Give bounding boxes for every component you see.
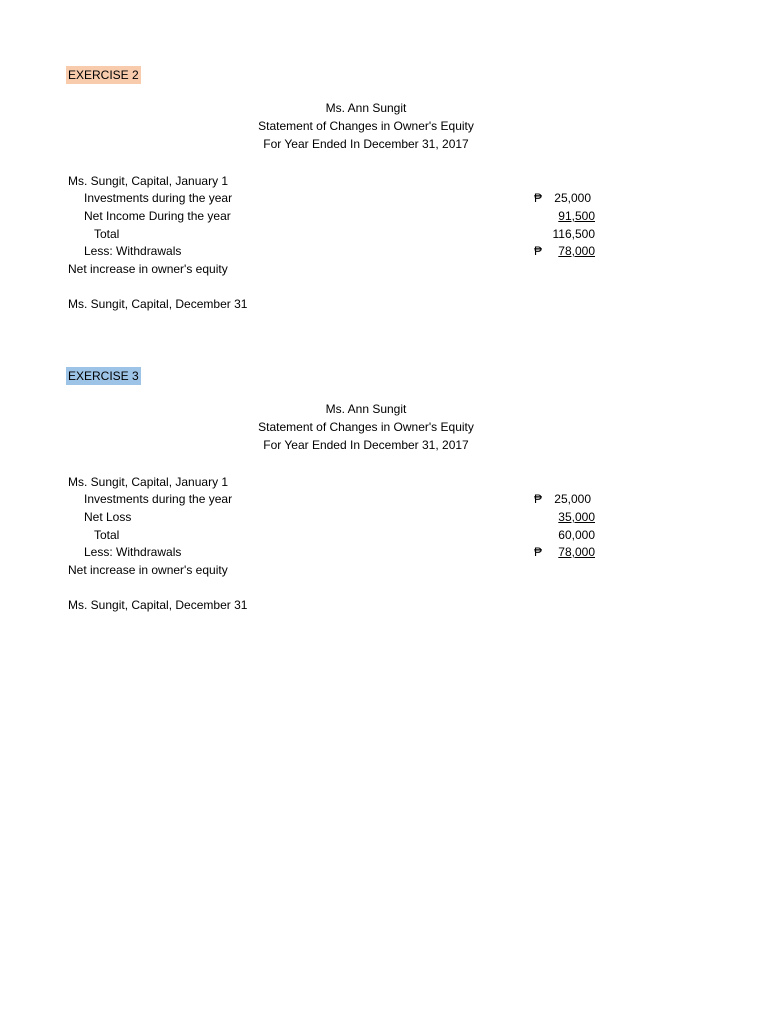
statement-period: For Year Ended In December 31, 2017 [263,438,469,452]
total-amount: 116,500 [552,227,595,241]
withdrawals-amount-cell [534,242,595,260]
statement-title: Statement of Changes in Owner's Equity [258,119,474,133]
statement-period: For Year Ended In December 31, 2017 [263,137,469,151]
net-income-row [0,207,768,225]
statement-owner-name: Ms. Ann Sungit [325,402,407,416]
statement-title: Statement of Changes in Owner's Equity [258,420,474,434]
withdrawals-amount: 78,000 [558,545,595,559]
investments-row [0,189,768,207]
investments-label: Investments during the year [84,492,233,506]
net-income-label: Net Income During the year [84,209,231,223]
capital-begin-row [0,473,768,491]
peso-sign: ₱ [534,492,543,506]
withdrawals-label: Less: Withdrawals [84,244,182,258]
exercise-2-tag: EXERCISE 2 [68,68,139,82]
capital-begin-label: Ms. Sungit, Capital, January 1 [68,475,229,489]
exercise-2-section [0,0,768,311]
withdrawals-amount-cell [534,543,595,561]
withdrawals-label: Less: Withdrawals [84,545,182,559]
capital-begin-label: Ms. Sungit, Capital, January 1 [68,174,229,188]
investments-label: Investments during the year [84,191,233,205]
peso-sign: ₱ [534,545,543,559]
net-increase-row [0,561,768,579]
net-loss-row [0,508,768,526]
withdrawals-row [0,543,768,561]
net-loss-label: Net Loss [84,510,132,524]
capital-end-label: Ms. Sungit, Capital, December 31 [68,598,248,612]
net-increase-label: Net increase in owner's equity [68,563,228,577]
withdrawals-row [0,242,768,260]
capital-end-row [0,596,768,614]
statement-owner-name: Ms. Ann Sungit [325,101,407,115]
peso-sign: ₱ [534,191,543,205]
peso-sign: ₱ [534,244,543,258]
withdrawals-amount: 78,000 [558,244,595,258]
net-income-amount: 91,500 [558,209,595,223]
total-row [0,225,768,243]
net-loss-amount: 35,000 [558,510,595,524]
exercise-3-section [0,301,768,612]
total-row [0,526,768,544]
exercise-3-tag: EXERCISE 3 [68,369,139,383]
investments-row [0,490,768,508]
capital-begin-row [0,172,768,190]
capital-end-label: Ms. Sungit, Capital, December 31 [68,297,248,311]
investments-amount: 25,000 [554,492,591,506]
total-label: Total [94,528,120,542]
total-label: Total [94,227,120,241]
net-increase-label: Net increase in owner's equity [68,262,228,276]
total-amount: 60,000 [558,528,595,542]
net-increase-row [0,260,768,278]
investments-amount: 25,000 [554,191,591,205]
